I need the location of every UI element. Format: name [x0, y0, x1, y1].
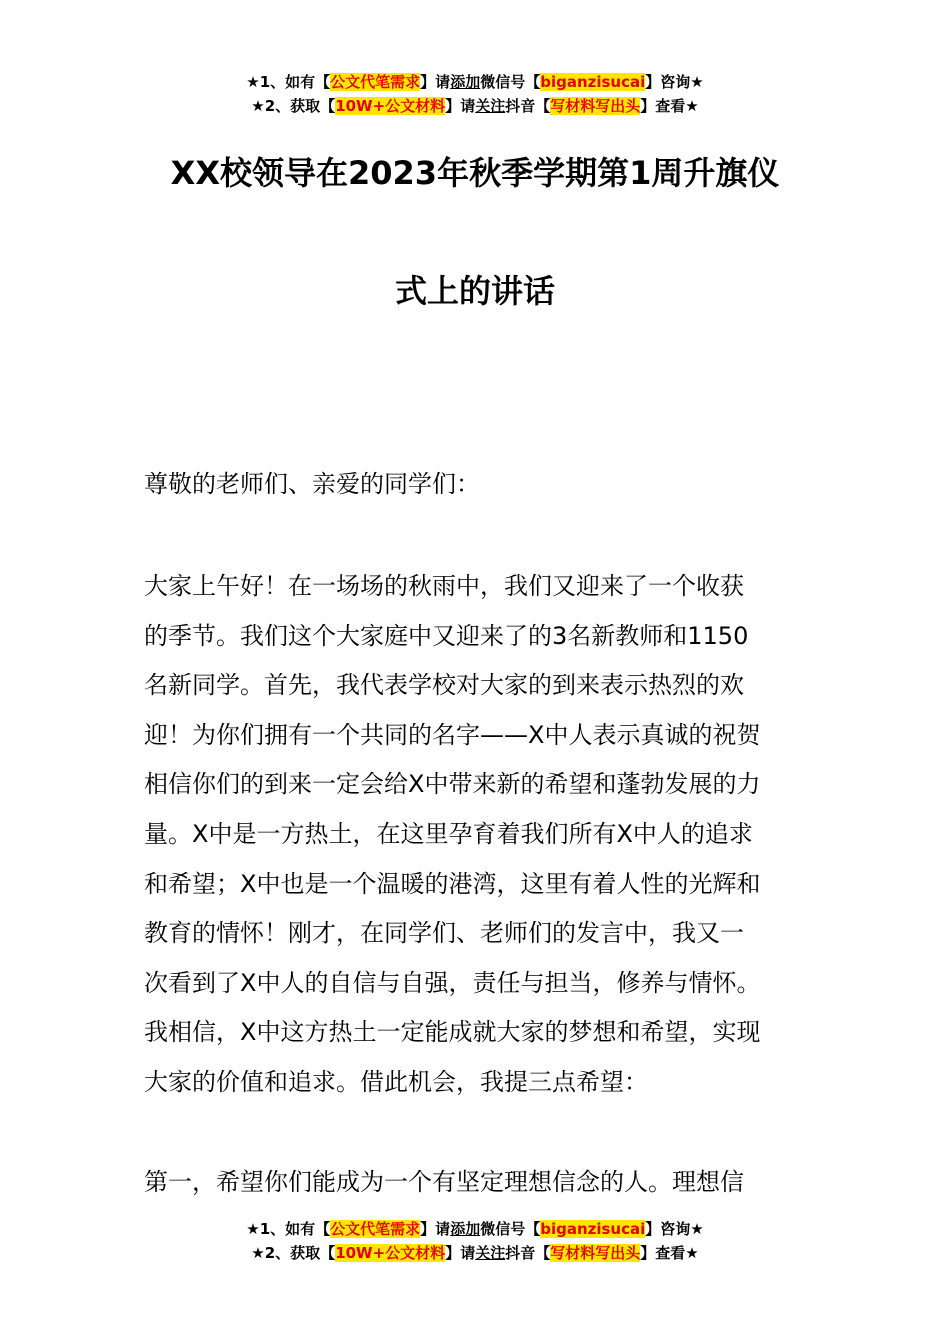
ad-highlight: 公文代笔需求 [330, 1220, 421, 1238]
ad-text: 微信号【 [480, 73, 541, 91]
ad-text: 微信号【 [480, 1220, 541, 1238]
paragraph-2-first-line: 第一，希望你们能成为一个有坚定理想信念的人。理想信 [144, 1168, 744, 1196]
paragraph-1 [144, 562, 808, 1108]
ad-text: ★1、如有【 [246, 1220, 331, 1238]
ad-text: ★2、获取【 [251, 1244, 336, 1262]
ad-underline: 关注 [475, 1244, 506, 1262]
paragraph-line: 名新同学。首先，我代表学校对大家的到来表示热烈的欢 [144, 671, 744, 700]
ad-highlight: biganzisucai [540, 1220, 646, 1238]
ad-text: 】请 [420, 1220, 451, 1238]
ad-underline: 添加 [450, 73, 481, 91]
paragraph-line: 大家上午好！在一场场的秋雨中，我们又迎来了一个收获 [144, 572, 744, 600]
ad-text: 】查看★ [640, 97, 699, 115]
paragraph-line: 和希望；X中也是一个温暖的港湾，这里有着人性的光辉和 [144, 869, 761, 898]
paragraph-line: 的季节。我们这个大家庭中又迎来了的3名新教师和1150 [144, 621, 749, 650]
footer-ad-banner [0, 1217, 950, 1265]
greeting: 尊敬的老师们、亲爱的同学们： [144, 470, 480, 498]
paragraph-line: 我相信，X中这方热土一定能成就大家的梦想和希望，实现 [144, 1018, 761, 1047]
paragraph-line: 相信你们的到来一定会给X中带来新的希望和蓬勃发展的力 [144, 770, 761, 799]
ad-text: 抖音【 [505, 97, 551, 115]
ad-highlight: biganzisucai [540, 73, 646, 91]
ad-highlight: 写材料写出头 [550, 97, 641, 115]
ad-text: 】查看★ [640, 1244, 699, 1262]
ad-text: 抖音【 [505, 1244, 551, 1262]
ad-text: 】请 [445, 1244, 476, 1262]
ad-underline: 添加 [450, 1220, 481, 1238]
ad-text: 】请 [445, 97, 476, 115]
ad-underline: 关注 [475, 97, 506, 115]
paragraph-line: 迎！为你们拥有一个共同的名字——X中人表示真诚的祝贺 [144, 720, 761, 749]
paragraph-line: 量。X中是一方热土，在这里孕育着我们所有X中人的追求 [144, 819, 753, 848]
document-title-line-1: XX校领导在2023年秋季学期第1周升旗仪 [170, 154, 780, 192]
document-title-line-2: 式上的讲话 [394, 272, 555, 310]
footer-ad-line-1 [0, 1217, 950, 1241]
footer-ad-line-2 [0, 1241, 950, 1265]
header-ad-line-1 [0, 70, 950, 94]
ad-highlight: 写材料写出头 [550, 1244, 641, 1262]
paragraph-line: 教育的情怀！刚才，在同学们、老师们的发言中，我又一 [144, 919, 744, 948]
header-ad-line-2 [0, 94, 950, 118]
ad-text: ★2、获取【 [251, 97, 336, 115]
ad-text: 】咨询★ [645, 1220, 704, 1238]
header-ad-banner [0, 70, 950, 118]
ad-highlight: 公文代笔需求 [330, 73, 421, 91]
ad-text: ★1、如有【 [246, 73, 331, 91]
paragraph-line: 次看到了X中人的自信与自强，责任与担当，修养与情怀。 [144, 968, 761, 997]
paragraph-line: 大家的价值和追求。借此机会，我提三点希望： [144, 1067, 648, 1096]
ad-highlight: 10W+公文材料 [335, 97, 446, 115]
ad-text: 】咨询★ [645, 73, 704, 91]
ad-highlight: 10W+公文材料 [335, 1244, 446, 1262]
ad-text: 】请 [420, 73, 451, 91]
